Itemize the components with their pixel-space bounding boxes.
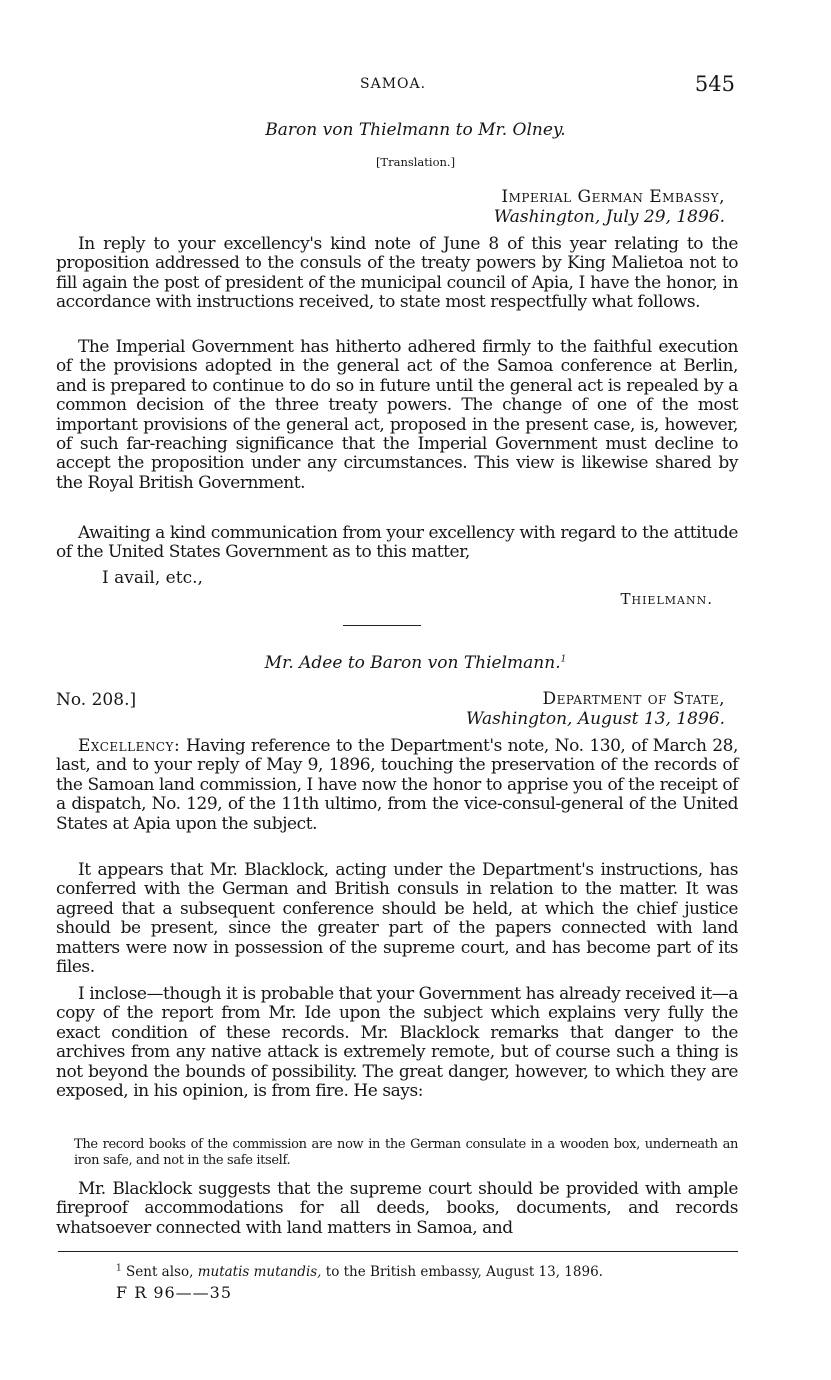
letter2-paragraph: Mr. Blacklock suggests that the supreme court should be provided with ample fireproof accommodations for all deeds, books, documents, and records whatsoever connected with land matters in Samoa, and xyxy=(56,1179,738,1238)
footnote-reference: 1 xyxy=(560,654,567,665)
translation-note: [Translation.] xyxy=(375,155,456,169)
letter2-place: Department of State, xyxy=(542,689,725,709)
letter2-heading-text: Mr. Adee to Baron von Thielmann. xyxy=(264,653,561,673)
footnote-text-end: to the British embassy, August 13, 1896. xyxy=(325,1264,603,1280)
footnote-rule xyxy=(58,1251,738,1252)
letter2-paragraph xyxy=(56,737,738,834)
letter2-paragraph: I inclose—though it is probable that your Government has already received it—a copy of the report from Mr. Ide upon the subject which explains very fully the exact condition of these records. Mr. Blacklock remarks that danger to the archives from any native attack is extremely remote, but of course such a thing is not beyond the bounds of possibility. The great danger, however, to which they are exposed, in his opinion, is from fire. He says: xyxy=(56,984,738,1102)
letter1-heading: Baron von Thielmann to Mr. Olney. xyxy=(265,120,566,140)
letter2-paragraph-text: Having reference to the Department's note, No. 130, of March 28, last, and to your reply of May 9, 1896, touching the preservation of the records of the Samoan land commission, I have now the honor to apprise you of the receipt of a dispatch, No. 129, of the 11th ultimo, from the vice-consul-general of the United States at Apia upon the subject. xyxy=(56,736,738,834)
signature-mark: F R 96——35 xyxy=(116,1283,233,1302)
letter2-salutation: Excellency: xyxy=(78,736,181,756)
footnote-mark: 1 xyxy=(116,1263,122,1274)
letter1-paragraph: Awaiting a kind communication from your excellency with regard to the attitude of the United States Government as to this matter, xyxy=(56,523,738,563)
letter1-place: Imperial German Embassy, xyxy=(501,187,725,207)
letter1-signature: Thielmann. xyxy=(620,590,713,608)
letter1-date: Washington, July 29, 1896. xyxy=(493,207,725,227)
letter1-paragraph: The Imperial Government has hitherto adhered firmly to the faithful execution of the provisions adopted in the general act of the Samoa conference at Berlin, and is prepared to continue to do so in future until the general act is repealed by a common decision of the three treaty powers. The change of one of the most important provisions of the general act, proposed in the present case, is, however, of such far-reaching significance that the Imperial Government must decline to accept the proposition under any circumstances. This view is likewise shared by the Royal British Government. xyxy=(56,337,738,493)
letter2-number: No. 208.] xyxy=(56,690,137,710)
page-number: 545 xyxy=(694,72,735,96)
footnote-italic: mutatis mutandis, xyxy=(197,1264,322,1280)
letter2-date: Washington, August 13, 1896. xyxy=(465,709,725,729)
letter1-dateline xyxy=(494,188,725,227)
running-head: SAMOA. xyxy=(360,76,427,92)
letter2-heading xyxy=(0,653,831,673)
letter1-closing: I avail, etc., xyxy=(102,568,203,588)
letter2-dateline xyxy=(466,690,725,729)
block-quote: The record books of the commission are now in the German consulate in a wooden box, underneath an iron safe, and not in the safe itself. xyxy=(74,1137,738,1168)
footnote xyxy=(116,1264,603,1280)
letter2-paragraph: It appears that Mr. Blacklock, acting under the Department's instructions, has conferred with the German and British consuls in relation to the matter. It was agreed that a subsequent conference should be held, at which the chief justice should be present, since the greater part of the papers connected with land matters were now in possession of the supreme court, and has become part of its files. xyxy=(56,860,738,978)
footnote-text: Sent also, xyxy=(126,1264,194,1280)
letter1-paragraph: In reply to your excellency's kind note of June 8 of this year relating to the proposition addressed to the consuls of the treaty powers by King Malietoa not to fill again the post of president of the municipal council of Apia, I have the honor, in accordance with instructions received, to state most respectfully what follows. xyxy=(56,234,738,313)
section-divider xyxy=(343,625,421,626)
